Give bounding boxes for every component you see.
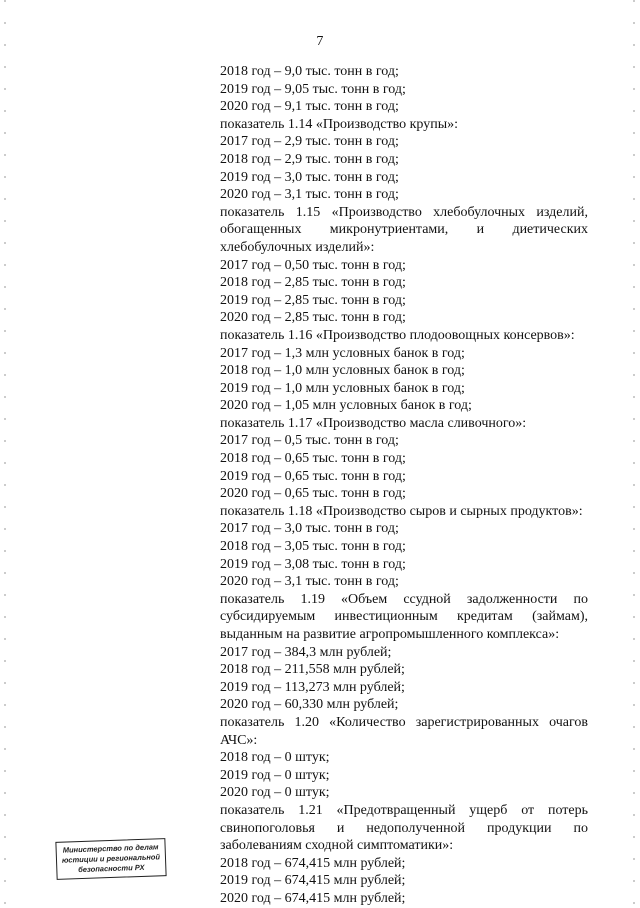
ministry-stamp: Министерство по делам юстиции и региональной безопасности РХ: [55, 838, 166, 880]
text-line: 2019 год – 1,0 млн условных банок в год;: [220, 380, 465, 396]
indicator-heading: показатель 1.19 «Объем ссудной задолженности по субсидируемым инвестиционным кредитам (займам), выданным на развитие агропромышленного комплекса»:: [220, 591, 588, 642]
text-line: 2019 год – 0,65 тыс. тонн в год;: [220, 468, 406, 484]
text-line: 2020 год – 1,05 млн условных банок в год;: [220, 398, 472, 414]
indicator-heading: показатель 1.20 «Количество зарегистрированных очагов АЧС»:: [220, 714, 588, 748]
text-line: 2018 год – 3,05 тыс. тонн в год;: [220, 539, 406, 555]
text-line: 2018 год – 211,558 млн рублей;: [220, 662, 405, 678]
indicator-heading: показатель 1.15 «Производство хлебобулочных изделий, обогащенных микронутриентами, и диетических хлебобулочных изделий»:: [220, 204, 588, 255]
text-line: 2018 год – 0 штук;: [220, 750, 330, 766]
text-line: 2020 год – 3,1 тыс. тонн в год;: [220, 187, 399, 203]
text-line: 2019 год – 2,85 тыс. тонн в год;: [220, 292, 406, 308]
indicator-heading: показатель 1.16 «Производство плодоовощных консервов»:: [220, 327, 575, 343]
text-line: 2017 год – 384,3 млн рублей;: [220, 644, 392, 660]
text-line: 2020 год – 9,1 тыс. тонн в год;: [220, 99, 399, 115]
text-line: 2020 год – 0 штук;: [220, 785, 330, 801]
scan-edge-right: [633, 0, 635, 905]
text-line: 2019 год – 3,0 тыс. тонн в год;: [220, 169, 399, 185]
text-line: 2017 год – 0,5 тыс. тонн в год;: [220, 433, 399, 449]
text-line: 2017 год – 2,9 тыс. тонн в год;: [220, 134, 399, 150]
text-line: 2019 год – 113,273 млн рублей;: [220, 679, 405, 695]
text-line: 2018 год – 2,85 тыс. тонн в год;: [220, 275, 406, 291]
text-line: 2019 год – 3,08 тыс. тонн в год;: [220, 556, 406, 572]
text-line: 2020 год – 2,85 тыс. тонн в год;: [220, 310, 406, 326]
text-line: 2018 год – 674,415 млн рублей;: [220, 855, 406, 871]
scan-edge-left: [4, 0, 6, 905]
text-line: 2018 год – 0,65 тыс. тонн в год;: [220, 451, 406, 467]
text-line: 2019 год – 0 штук;: [220, 767, 330, 783]
text-line: 2020 год – 60,330 млн рублей;: [220, 697, 399, 713]
indicator-heading: показатель 1.17 «Производство масла сливочного»:: [220, 415, 527, 431]
text-line: 2017 год – 3,0 тыс. тонн в год;: [220, 521, 399, 537]
text-line: 2019 год – 674,415 млн рублей;: [220, 873, 406, 889]
indicator-heading: показатель 1.18 «Производство сыров и сырных продуктов»:: [220, 503, 583, 519]
text-line: 2019 год – 9,05 тыс. тонн в год;: [220, 81, 406, 97]
text-line: 2018 год – 2,9 тыс. тонн в год;: [220, 151, 399, 167]
text-line: 2020 год – 0,65 тыс. тонн в год;: [220, 486, 406, 502]
indicator-heading: показатель 1.21 «Предотвращенный ущерб от потерь свинопоголовья и недополученной продукции по заболеваниям сходной симптоматики»:: [220, 802, 588, 854]
indicator-heading: показатель 1.14 «Производство крупы»:: [220, 116, 458, 132]
page-number: 7: [316, 34, 324, 49]
text-line: 2018 год – 1,0 млн условных банок в год;: [220, 363, 465, 379]
text-line: 2020 год – 3,1 тыс. тонн в год;: [220, 574, 399, 590]
document-body: [220, 63, 588, 908]
text-line: 2020 год – 674,415 млн рублей;: [220, 890, 406, 906]
text-line: 2017 год – 1,3 млн условных банок в год;: [220, 345, 465, 361]
text-line: 2017 год – 0,50 тыс. тонн в год;: [220, 257, 406, 273]
text-line: 2018 год – 9,0 тыс. тонн в год;: [220, 64, 399, 79]
